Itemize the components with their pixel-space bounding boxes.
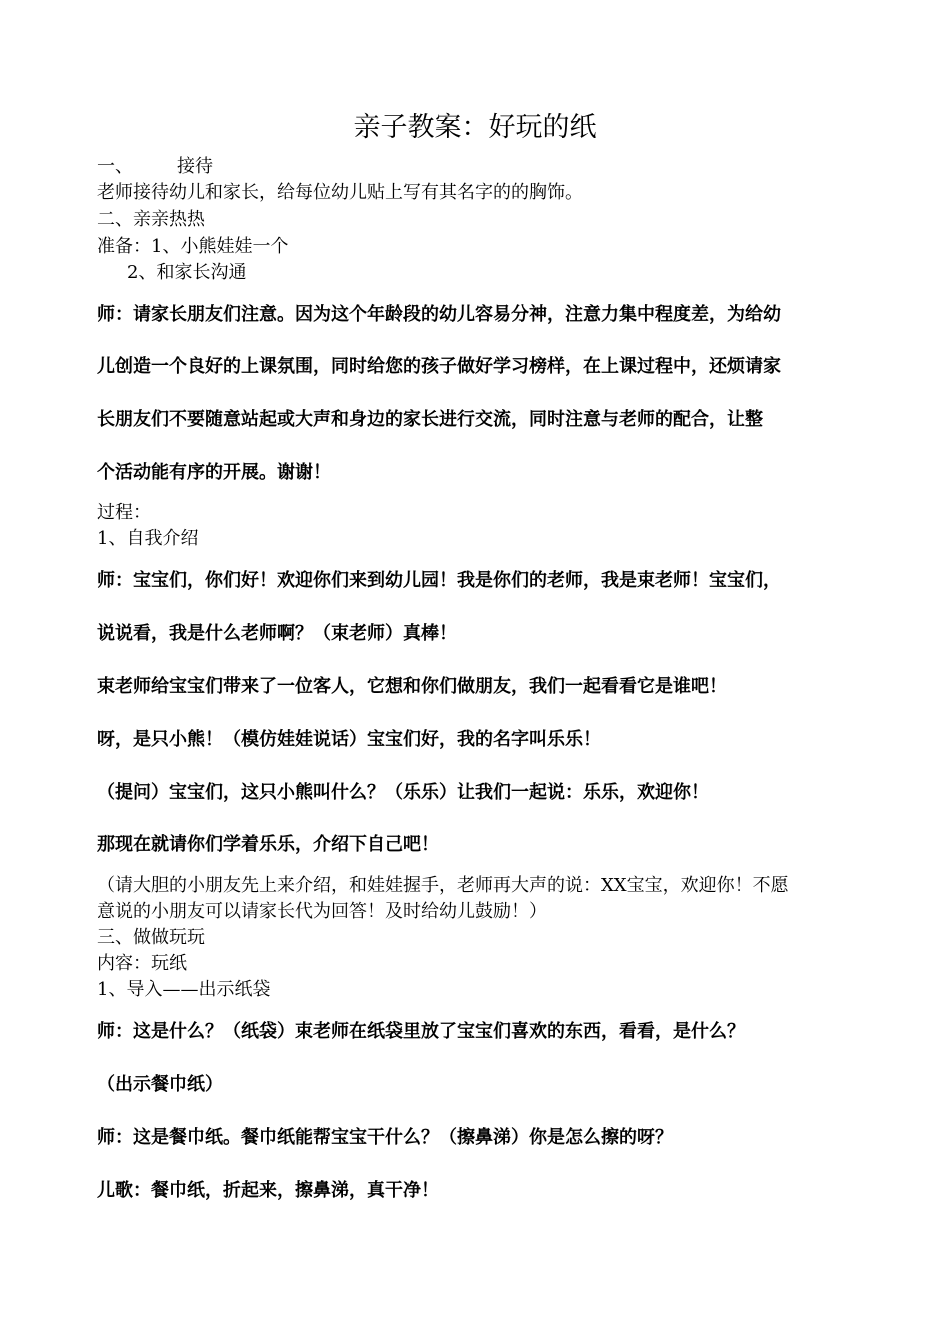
section-3-heading: 三、做做玩玩 bbox=[97, 927, 205, 948]
play-line-4: 儿歌：餐巾纸，折起来，擦鼻涕，真干净！ bbox=[97, 1180, 439, 1201]
intro-line-1: 师：宝宝们，你们好！欢迎你们来到幼儿园！我是你们的老师，我是束老师！宝宝们， bbox=[97, 570, 781, 591]
note-line-2: 意说的小朋友可以请家长代为回答！及时给幼儿鼓励！） bbox=[97, 901, 547, 922]
play-line-1: 师：这是什么？（纸袋）束老师在纸袋里放了宝宝们喜欢的东西，看看，是什么？ bbox=[97, 1021, 745, 1042]
prep-line-2: 2、和家长沟通 bbox=[127, 262, 247, 283]
notice-line-4: 个活动能有序的开展。谢谢！ bbox=[97, 462, 331, 483]
intro-line-6: 那现在就请你们学着乐乐，介绍下自己吧！ bbox=[97, 834, 439, 855]
intro-line-2: 说说看，我是什么老师啊？（束老师）真棒！ bbox=[97, 623, 457, 644]
section-1-number: 一、 bbox=[97, 156, 133, 177]
section-1-heading bbox=[97, 154, 213, 180]
process-label: 过程： bbox=[97, 502, 151, 523]
step-1-heading: 1、自我介绍 bbox=[97, 528, 199, 549]
section-2-heading: 二、亲亲热热 bbox=[97, 209, 205, 230]
section-1-text: 老师接待幼儿和家长，给每位幼儿贴上写有其名字的的胸饰。 bbox=[97, 182, 583, 203]
content-line: 内容：玩纸 bbox=[97, 953, 187, 974]
play-line-3: 师：这是餐巾纸。餐巾纸能帮宝宝干什么？（擦鼻涕）你是怎么擦的呀？ bbox=[97, 1127, 673, 1148]
step-intro-heading: 1、导入——出示纸袋 bbox=[97, 979, 271, 1000]
notice-line-1: 师：请家长朋友们注意。因为这个年龄段的幼儿容易分神，注意力集中程度差，为给幼 bbox=[97, 304, 781, 325]
prep-line-1: 准备：1、小熊娃娃一个 bbox=[97, 236, 289, 257]
notice-line-2: 儿创造一个良好的上课氛围，同时给您的孩子做好学习榜样，在上课过程中，还烦请家 bbox=[97, 356, 781, 377]
note-line-1: （请大胆的小朋友先上来介绍，和娃娃握手，老师再大声的说：XX宝宝，欢迎你！不愿 bbox=[97, 875, 789, 896]
notice-line-3: 长朋友们不要随意站起或大声和身边的家长进行交流，同时注意与老师的配合，让整 bbox=[97, 409, 763, 430]
play-line-2: （出示餐巾纸） bbox=[97, 1074, 223, 1095]
intro-line-3: 束老师给宝宝们带来了一位客人，它想和你们做朋友，我们一起看看它是谁吧！ bbox=[97, 676, 727, 697]
intro-line-4: 呀，是只小熊！（模仿娃娃说话）宝宝们好，我的名字叫乐乐！ bbox=[97, 729, 601, 750]
section-1-title: 接待 bbox=[177, 156, 213, 177]
document-title: 亲子教案：好玩的纸 bbox=[353, 112, 597, 143]
intro-line-5: （提问）宝宝们，这只小熊叫什么？（乐乐）让我们一起说：乐乐，欢迎你！ bbox=[97, 782, 709, 803]
